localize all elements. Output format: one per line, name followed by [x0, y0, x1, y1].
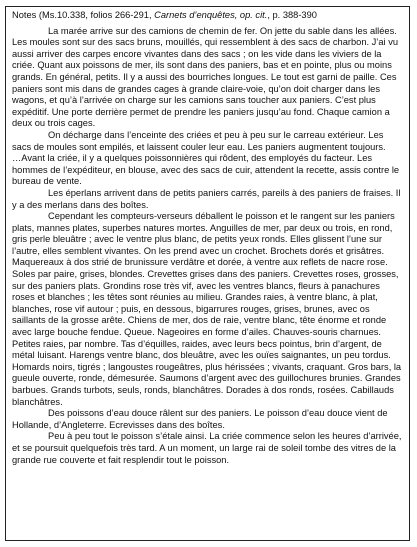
paragraph-3: …Avant la criée, il y a quelques poissonnières qui rôdent, des employés du facteur. Les hommes de l’expéditeur, en blouse, avec des sacs de cuir, attendent la recette, assis contre le bureau de vente.	[12, 153, 400, 187]
citation-title: Carnets d’enquêtes, op. cit.	[154, 10, 268, 20]
document-body	[12, 26, 403, 467]
paragraph-2: On décharge dans l’enceinte des criées et peu à peu sur le carreau extérieur. Les sacs de moules sont empilés, et laissent couler leur eau. Les paniers augmentent toujours.	[12, 129, 386, 152]
citation-prefix: Notes (Ms.10.338, folios 266-291,	[12, 10, 155, 20]
citation-suffix: , p. 388-390	[267, 10, 317, 20]
paragraph-4: Les éperlans arrivent dans de petits paniers carrés, pareils à des paniers de fraises. Il y a des merlans dans des boîtes.	[12, 187, 401, 210]
document-page	[5, 6, 410, 541]
paragraph-7: Peu à peu tout le poisson s’étale ainsi. La criée commence selon les heures d’arrivée, et se poursuit quelquefois très tard. A un moment, un large rai de soleil tombe des vitres de la grande rue couverte et fait resplendir tout le poisson.	[12, 431, 402, 465]
paragraph-1: La marée arrive sur des camions de chemin de fer. On jette du sable dans les allées. Les moules sont sur des sacs bruns, mouillés, qui ressemblent à des sacs de charbon. J’ai vu aussi arriver des carpes encore vivantes dans des sacs ; on les vide dans les viviers de la criée. Quant aux poissons de mer, ils sont dans des paniers, bas et en pointe, plus ou moins grands. En général, petits. Il y a aussi des bourriches longues. Le tout est garni de paille. Ces paniers sont mis dans de grandes cages à grande claire-voie, qu’on doit charger dans les wagons, et qu’à l’arrivée on charge sur les camions sans toucher aux paniers. C’est plus expéditif. Une porte derrière permet de prendre les paniers jusqu’au fond. Chaque camion a deux ou trois cages.	[12, 25, 399, 129]
paragraph-5: Cependant les compteurs-verseurs déballent le poisson et le rangent sur les paniers plats, mannes plates, superbes natures mortes. Anguilles de mer, par deux ou trois, en rond, gris perle bleuâtre ; avec le ventre plus blanc, de petits yeux ronds. Elles glissent l’une sur l’autre, elles semblent vivantes. On les prend avec un crochet. Brochets dorés et grisâtres. Maquereaux à dos strié de brunissure verdâtre et dorée, à ventre aux reflets de nacre rose. Soles par paire, grises, blondes. Crevettes grises dans des paniers. Crevettes roses, grosses, sur des paniers plats. Grondins rose très vif, avec les ventres blancs, fleurs à panachures roses et blanches ; les têtes sont réunies au milieu. Grandes raies, à ventre blanc, à plat, blanches, rose vif autour ; puis, en dessous, bigarrures rouges, grises, brunes, avec os saillants de la grosse arête. Chiens de mer, dos de raie, ventre blanc, tête énorme et ronde avec large bouche fendue. Queue. Nageoires en forme d’ailes. Chauves-souris charnues. Petites raies, par nombre. Tas d’équilles, raides, avec leurs becs pointus, brin d’argent, de métal luisant. Harengs ventre blanc, dos bleuâtre, avec les ouïes saignantes, un peu tordus. Homards noirs, tigrés ; langoustes rougeâtres, plus hérissées ; vivants, craquant. Gros bars, la gueule ouverte, ronde, démesurée. Saumons d’argent avec des guillochures brunies. Grandes barbues. Grands turbots, seuls, ronds, blanchâtres. Dorades à dos ronds, rosées. Cabillauds blanchâtres.	[12, 211, 402, 407]
paragraph-6: Des poissons d’eau douce râlent sur des paniers. Le poisson d’eau douce vient de Hollande, d’Angleterre. Ecrevisses dans des boîtes.	[12, 408, 388, 430]
citation-header	[12, 10, 403, 22]
